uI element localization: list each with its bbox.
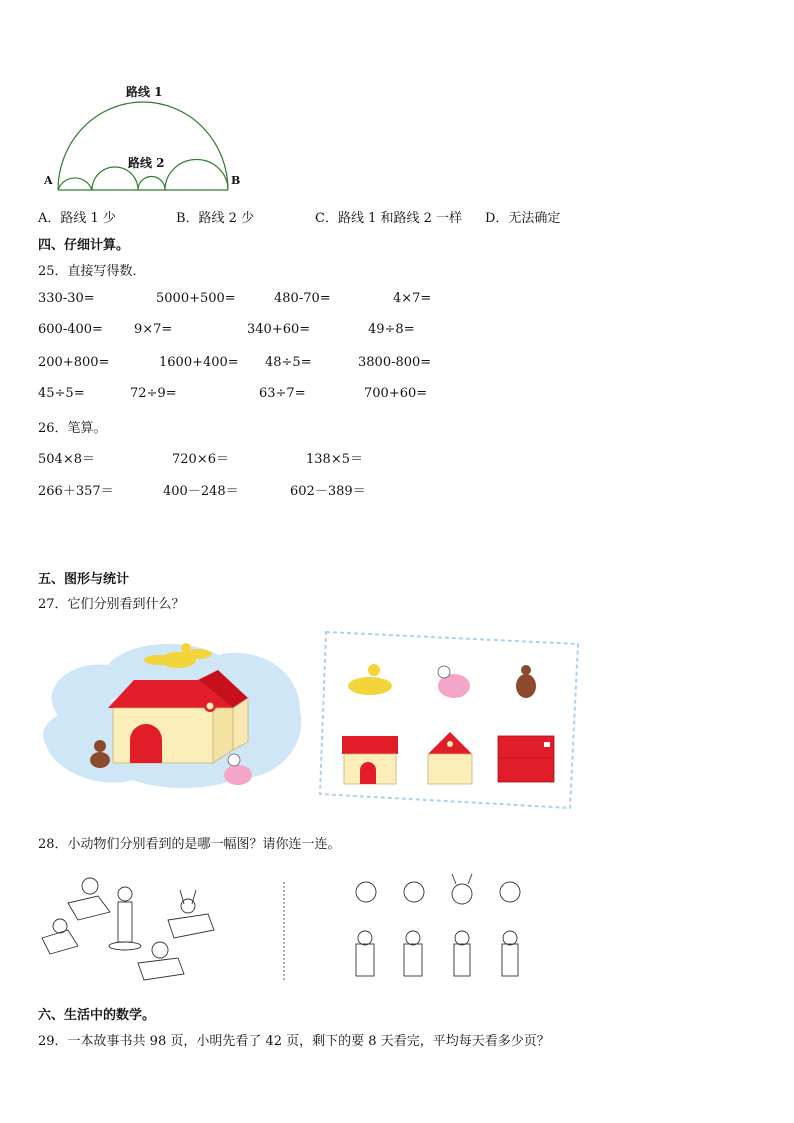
q26-item: 400－248＝: [163, 484, 239, 499]
q25-prompt: 25．直接写得数．: [38, 264, 146, 279]
q25-item: 1600+400=: [159, 355, 239, 370]
option-b: B．路线 2 少: [176, 211, 255, 226]
q25-item: 330-30=: [38, 291, 95, 306]
q26-item: 138×5＝: [306, 452, 363, 467]
q25-item: 48÷5=: [265, 355, 312, 370]
q26-item: 602－389＝: [290, 484, 366, 499]
q25-item: 45÷5=: [38, 386, 85, 401]
route1-arc: [58, 102, 228, 190]
q26-item: 720×6＝: [172, 452, 229, 467]
q26-prompt: 26．笔算。: [38, 421, 107, 436]
q25-item: 4×7=: [393, 291, 432, 306]
q25-item: 200+800=: [38, 355, 110, 370]
house-scene-illustration: [38, 630, 308, 795]
q25-item: 700+60=: [364, 386, 428, 401]
section4-title: 四、仔细计算。: [38, 238, 130, 253]
q25-item: 72÷9=: [130, 386, 177, 401]
divider-dotted-line: [282, 882, 286, 982]
q25-item: 480-70=: [274, 291, 331, 306]
q25-item: 9×7=: [134, 322, 173, 337]
q25-item: 63÷7=: [259, 386, 306, 401]
q26-item: 504×8＝: [38, 452, 95, 467]
option-a: A．路线 1 少: [38, 211, 116, 226]
route2-arc-1: [58, 178, 92, 190]
animals-toy-scene: [38, 868, 248, 988]
section5-title: 五、图形与统计: [38, 572, 130, 587]
q25-item: 5000+500=: [156, 291, 236, 306]
route2-arc-3: [138, 177, 165, 191]
route2-arc-4: [165, 160, 228, 190]
route2-label: 路线 2: [128, 156, 165, 170]
q25-item: 600-400=: [38, 322, 103, 337]
views-options-illustration: [350, 874, 530, 989]
q27-prompt: 27．它们分别看到什么？: [38, 597, 185, 612]
route1-label: 路线 1: [126, 85, 163, 99]
q25-item: 49÷8=: [368, 322, 415, 337]
q25-item: 3800-800=: [358, 355, 432, 370]
q25-item: 340+60=: [247, 322, 311, 337]
point-a-label: A: [44, 174, 53, 187]
q26-item: 266＋357＝: [38, 484, 114, 499]
option-c: C．路线 1 和路线 2 一样: [315, 211, 463, 226]
q28-prompt: 28．小动物们分别看到的是哪一幅图？请你连一连。: [38, 837, 341, 852]
option-d: D．无法确定: [485, 211, 561, 226]
q29-prompt: 29．一本故事书共 98 页，小明先看了 42 页，剩下的要 8 天看完，平均每天看多少页？: [38, 1034, 550, 1049]
point-b-label: B: [231, 174, 241, 187]
section6-title: 六、生活中的数学。: [38, 1008, 156, 1023]
views-card-illustration: [312, 628, 584, 818]
